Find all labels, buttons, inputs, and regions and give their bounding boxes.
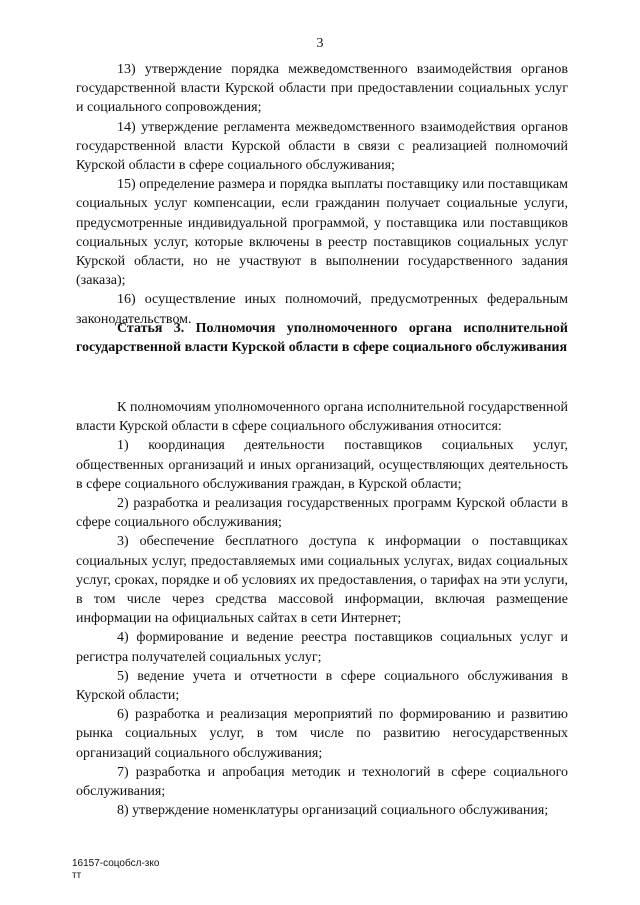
list-item: 2) разработка и реализация государственных программ Курской области в сфере социального обслуживания; <box>76 496 568 531</box>
list-item: 4) формирование и ведение реестра поставщиков социальных услуг и регистра получателей социальных услуг; <box>76 630 568 665</box>
list-item: 5) ведение учета и отчетности в сфере социального обслуживания в Курской области; <box>76 668 568 704</box>
document-code: 16157-соцобсл-зко <box>72 858 160 869</box>
list-item: 7) разработка и апробация методик и технологий в сфере социального обслуживания; <box>76 764 568 800</box>
list-item: 3) обеспечение бесплатного доступа к информации о поставщиках социальных услуг, предоставляемых ими социальных услугах, видах социальных услуг, сроках, порядке и об условиях их предоставления, о тарифах на эти услуги, в том числе через средства массовой информации, включая размещение информации на официальных сайтах в сети Интернет; <box>76 534 568 627</box>
document-footer <box>72 858 159 882</box>
list-item: 13) утверждение порядка межведомственного взаимодействия органов государственной власти Курской области при предоставлении социальных услуг и социального сопровождения; <box>76 62 568 116</box>
article-intro: К полномочиям уполномоченного органа исполнительной государственной власти Курской области в сфере социального обслуживания относится: <box>76 400 568 435</box>
list-item: 8) утверждение номенклатуры организаций социального обслуживания; <box>117 803 549 819</box>
article-heading: Статья 3. Полномочия уполномоченного органа исполнительной государственной власти Курской области в сфере социального обслуживания <box>76 321 568 356</box>
list-item: 16) осуществление иных полномочий, предусмотренных федеральным законодательством. <box>76 292 568 327</box>
list-item: 1) координация деятельности поставщиков социальных услуг, общественных организаций и иных организаций, осуществляющих деятельность в сфере социального обслуживания граждан, в Курской области; <box>76 438 568 492</box>
author-initials: тт <box>72 870 82 881</box>
list-item: 6) разработка и реализация мероприятий по формированию и развитию рынка социальных услуг, в том числе по развитию негосударственных организаций социального обслуживания; <box>76 707 568 761</box>
list-item: 15) определение размера и порядка выплаты поставщику или поставщикам социальных услуг компенсации, если гражданин получает социальные услуги, предусмотренные индивидуальной программой, у поставщика или поставщиков социальных услуг, которые включены в реестр поставщиков социальных услуг Курской области, но не участвуют в выполнении государственного задания (заказа); <box>76 177 568 289</box>
list-item: 14) утверждение регламента межведомственного взаимодействия органов государственной власти Курской области в связи с реализацией полномочий Курской области в сфере социального обслуживания; <box>76 119 568 174</box>
article-body <box>76 398 568 820</box>
page-number: 3 <box>316 36 324 51</box>
items-top-block <box>76 60 568 329</box>
